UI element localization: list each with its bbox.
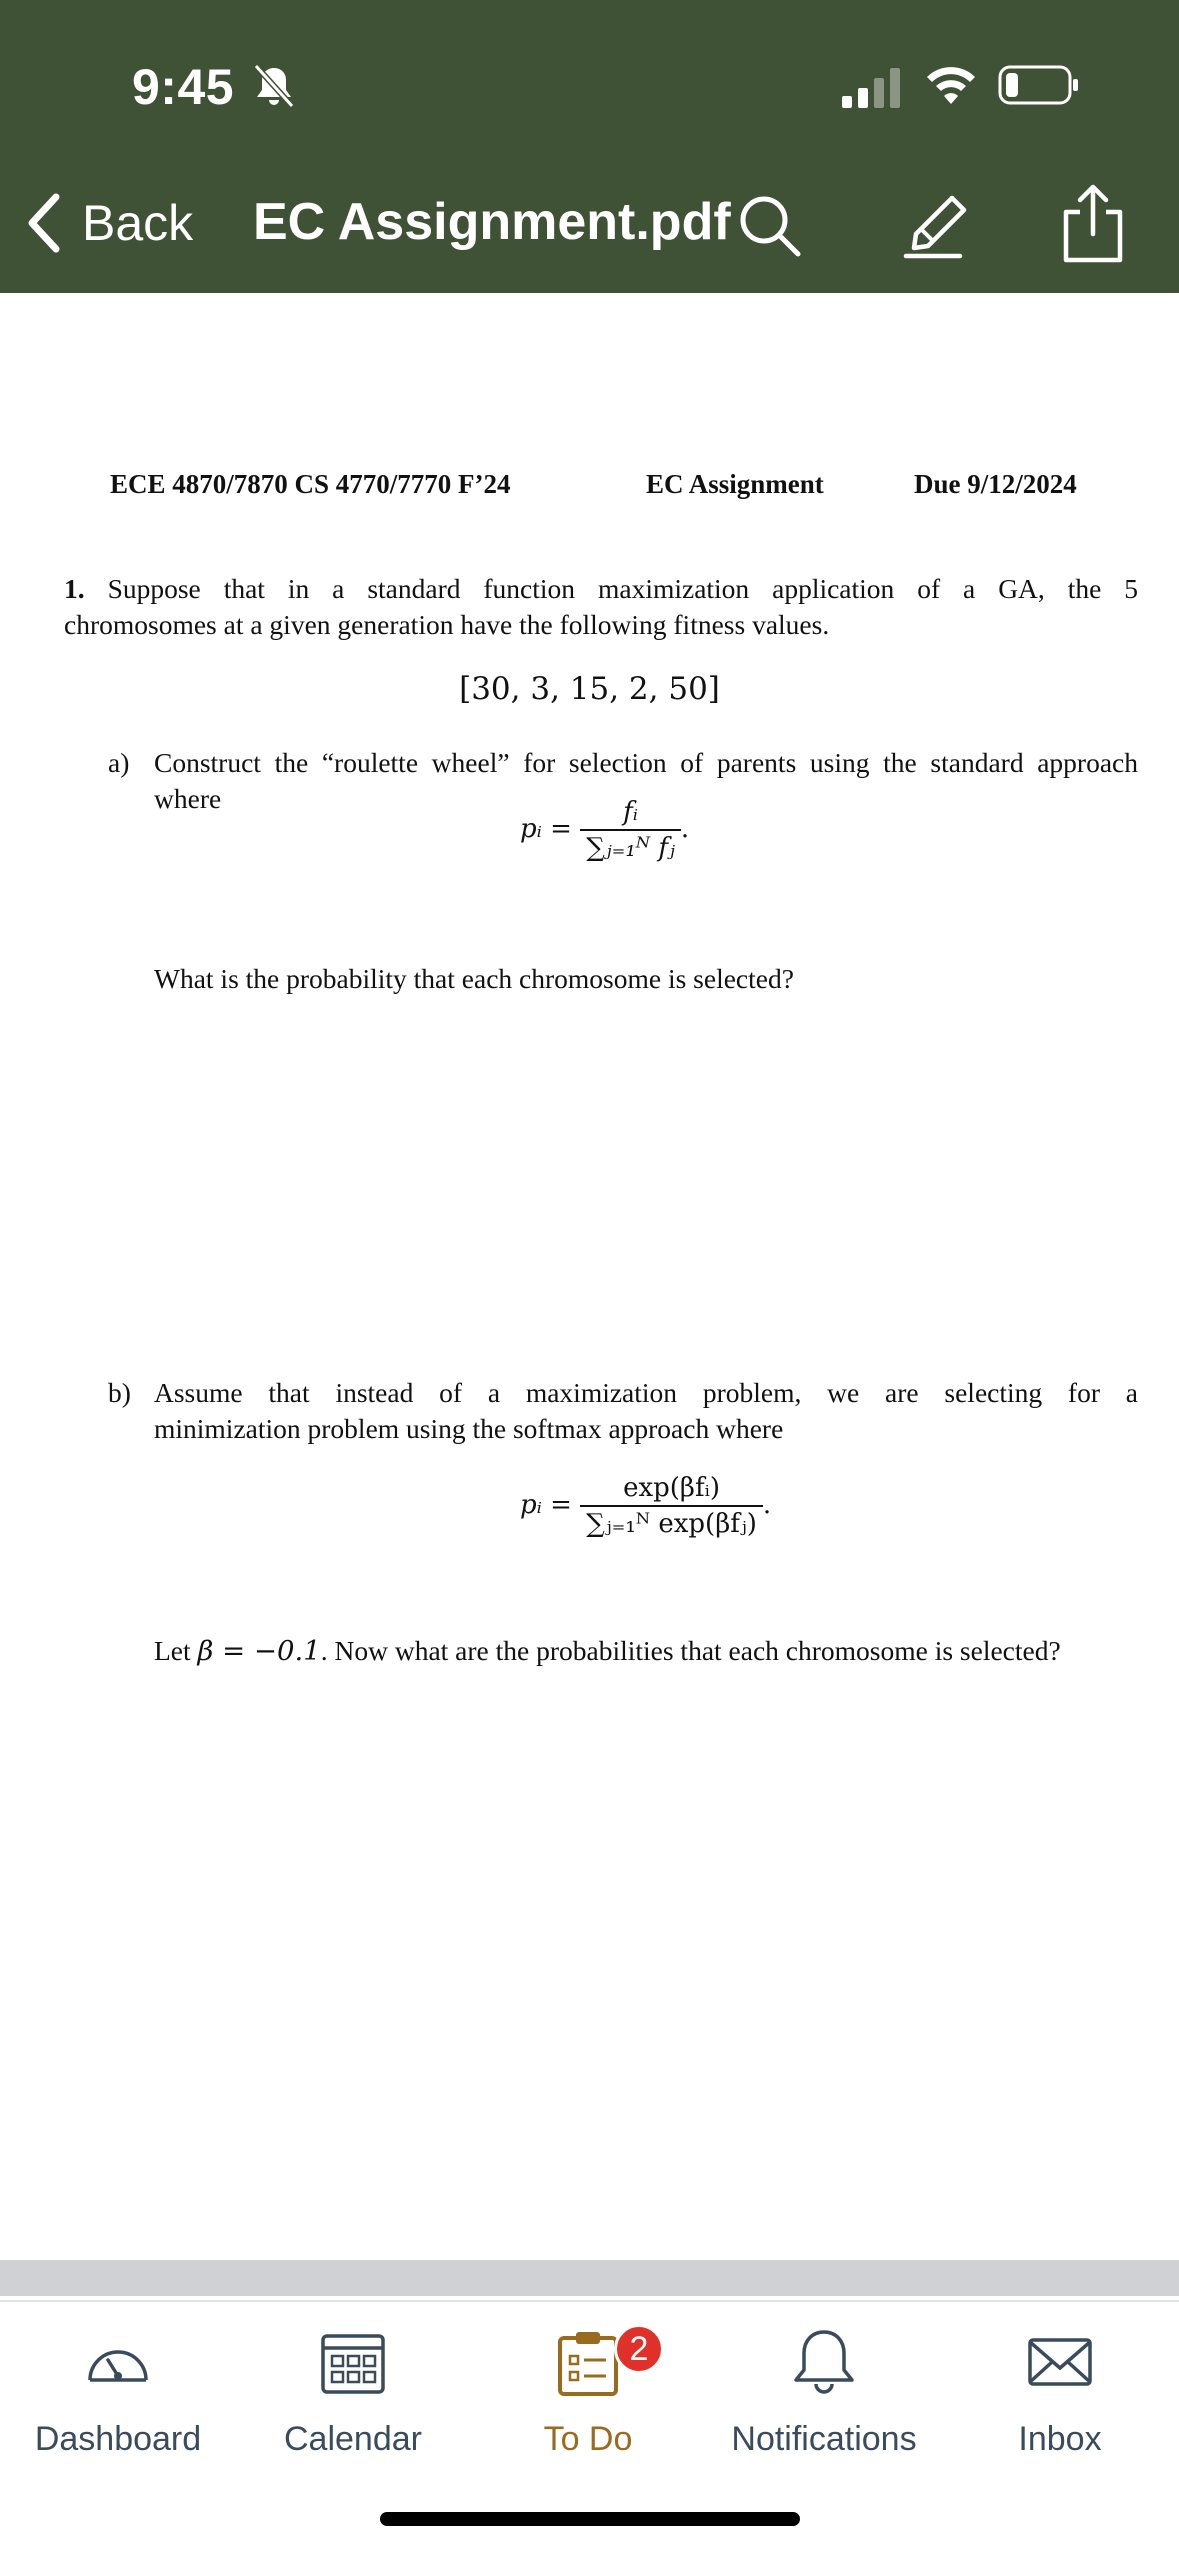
chevron-left-icon	[22, 191, 66, 255]
dashboard-icon	[82, 2326, 154, 2398]
formula-denominator: ∑ⱼ₌₁ᴺ fⱼ	[580, 829, 681, 863]
beta-value: β = −0.1	[197, 1635, 321, 1667]
status-time: 9:45	[132, 59, 235, 115]
tab-calendar[interactable]	[268, 2326, 438, 2459]
question-1-line1: Suppose that in a standard function maximization application of a GA, the 5	[107, 573, 1138, 604]
part-a-line2: where	[154, 783, 222, 814]
question-prefix: Let	[154, 1635, 198, 1666]
home-indicator[interactable]	[380, 2512, 800, 2526]
course-code: ECE 4870/7870 CS 4770/7770 F’24	[110, 469, 511, 499]
inbox-icon	[1024, 2326, 1096, 2398]
formula-lhs: pᵢ =	[520, 814, 572, 844]
cellular-signal-icon	[842, 66, 904, 110]
softmax-formula	[520, 1473, 771, 1539]
document-title: EC Assignment.pdf	[253, 193, 731, 251]
tab-label: Calendar	[284, 2420, 422, 2458]
battery-icon	[998, 64, 1080, 106]
tab-notifications[interactable]	[714, 2326, 934, 2459]
todo-badge: 2	[614, 2324, 664, 2374]
part-b-line1: Assume that instead of a maximization problem, we are selecting for a	[154, 1377, 1138, 1408]
part-b-line2: minimization problem using the softmax approach where	[154, 1413, 784, 1444]
formula-lhs: pᵢ =	[520, 1490, 572, 1520]
formula-numerator: fᵢ	[623, 797, 638, 827]
tab-todo[interactable]	[508, 2326, 668, 2459]
bell-icon	[788, 2326, 860, 2398]
roulette-formula	[520, 797, 689, 863]
due-date: Due 9/12/2024	[914, 469, 1077, 499]
tab-label: Inbox	[1018, 2420, 1102, 2458]
part-a-label: a)	[108, 747, 130, 778]
highlighter-icon[interactable]	[900, 190, 972, 262]
question-number: 1.	[64, 573, 85, 604]
wifi-icon	[924, 64, 978, 108]
page-divider	[0, 2260, 1179, 2296]
part-a-question: What is the probability that each chromosome is selected?	[154, 963, 794, 994]
formula-period: .	[680, 814, 690, 844]
tab-inbox[interactable]	[990, 2326, 1130, 2459]
back-label: Back	[82, 195, 194, 251]
tab-label: To Do	[543, 2420, 633, 2458]
part-a-line1: Construct the “roulette wheel” for selection of parents using the standard approach	[154, 747, 1138, 778]
formula-period: .	[762, 1490, 772, 1520]
formula-numerator: exp(βfᵢ)	[623, 1473, 720, 1503]
back-button[interactable]	[22, 188, 193, 258]
app-header	[0, 0, 1179, 293]
part-b-label: b)	[108, 1377, 131, 1408]
assignment-name: EC Assignment	[646, 469, 824, 499]
tab-label: Dashboard	[34, 2420, 202, 2458]
part-b	[108, 1375, 1138, 1447]
question-1	[64, 571, 1138, 643]
share-icon[interactable]	[1058, 182, 1128, 264]
question-1-line2: chromosomes at a given generation have the following fitness values.	[64, 609, 830, 640]
tab-label: Notifications	[731, 2420, 917, 2458]
formula-denominator: ∑ⱼ₌₁ᴺ exp(βfⱼ)	[580, 1505, 763, 1539]
part-b-question	[154, 1635, 1061, 1667]
question-suffix: . Now what are the probabilities that each chromosome is selected?	[320, 1635, 1061, 1666]
fitness-values: [30, 3, 15, 2, 50]	[459, 671, 720, 707]
calendar-icon	[317, 2326, 389, 2398]
bell-slash-icon	[252, 62, 296, 110]
tab-dashboard[interactable]	[30, 2326, 206, 2459]
search-icon[interactable]	[734, 190, 806, 262]
todo-icon	[552, 2326, 624, 2398]
pdf-page[interactable]	[0, 293, 1179, 2260]
